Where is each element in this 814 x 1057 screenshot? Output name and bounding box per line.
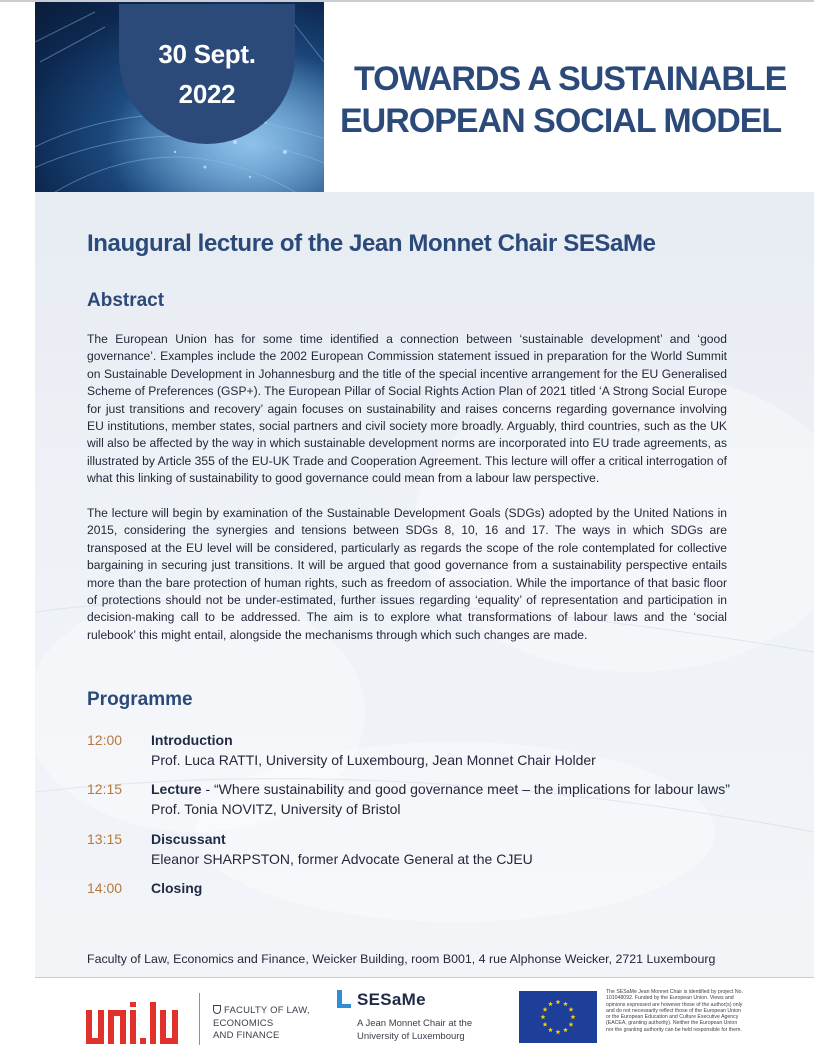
programme-item-detail: Prof. Luca RATTI, University of Luxembourg, Jean Monnet Chair Holder: [151, 752, 596, 768]
event-title: [340, 58, 790, 142]
faculty-logo: [213, 1005, 310, 1043]
sesame-mark-icon: [334, 990, 352, 1020]
shield-icon: [213, 1005, 221, 1014]
programme-item-subtitle: - “Where sustainability and good governance meet – the implications for labour laws”: [201, 781, 730, 797]
footer-divider-vertical: [199, 993, 200, 1045]
faculty-line: FACULTY OF LAW,: [224, 1005, 310, 1016]
abstract-paragraph: The lecture will begin by examination of the Sustainable Development Goals (SDGs) adopted by the United Nations in 2015, considering the synergies and tensions between SDGs 8, 10, 16 and 17. The ways in which SDGs are transposed at the EU level will be considered, particularly as regards the scope of the role contemplated for collective bargaining in securing just transitions. It will be argued that good governance from a sustainability perspective entails more than the bare protection of human rights, such as freedom of association. While the importance of that basic floor of protections should not be under-estimated, further issues regarding ‘equality’ of representation and participation in decision-making call to be addressed. The aim is to explore what transformations of labour laws and the ‘social rulebook’ this might entail, alongside the mechanisms through which such changes are made.: [87, 506, 727, 642]
eu-funding-disclaimer: The SESaMe Jean Monnet Chair is identified by project No. 101048092. Funded by the European Union. Views and opinions expressed are however those of the author(s) only and do not necessarily reflect those of the European Union or the European Education and Culture Executive Agency (EACEA, granting authority). Neither the European Union nor the granting authority can be held responsible for them.: [606, 989, 743, 1033]
programme-item-title: Discussant: [151, 831, 226, 847]
sesame-tagline-line: A Jean Monnet Chair at the: [357, 1018, 473, 1029]
event-title-line1: TOWARDS A SUSTAINABLE: [354, 60, 787, 98]
sesame-tagline-line: University of Luxembourg: [357, 1031, 465, 1042]
date-year: 2022: [178, 79, 236, 109]
programme-item-title: Introduction: [151, 732, 233, 748]
lecture-title: Inaugural lecture of the Jean Monnet Chair SESaMe: [87, 230, 656, 257]
unilu-logo: [86, 1002, 184, 1044]
event-title-line2: EUROPEAN SOCIAL MODEL: [340, 102, 782, 140]
hero-image: [35, 2, 324, 192]
programme-item-detail: Eleanor SHARPSTON, former Advocate General at the CJEU: [151, 851, 533, 867]
programme-heading: Programme: [87, 689, 193, 710]
abstract-text: [87, 331, 727, 644]
programme-time: 12:15: [87, 781, 123, 797]
footer-divider: [35, 977, 814, 978]
programme-item-title: Lecture: [151, 781, 202, 797]
sesame-tagline: [357, 1017, 472, 1043]
abstract-paragraph: The European Union has for some time identified a connection between ‘sustainable development’ and ‘good governance’. Examples include the 2002 European Commission statement issued in preparation for the World Summit on Sustainable Development in Johannesburg and the title of the special incentive arrangement for the EU Generalised Scheme of Preferences (GSP+). The European Pillar of Social Rights Action Plan of 2021 titled ‘A Strong Social Europe for just transitions and recovery’ again focuses on sustainability and raises concerns regarding governance involving EU institutions, member states, social partners and civil society more broadly. Arguably, third countries, such as the UK will also be affected by the way in which sustainable development norms are incorporated into EU trade agreements, as illustrated by Article 355 of the EU-UK Trade and Cooperation Agreement. This lecture will offer a critical interrogation of what this linking of sustainability to good governance could mean from a labour law perspective.: [87, 332, 727, 486]
venue-address: Faculty of Law, Economics and Finance, Weicker Building, room B001, 4 rue Alphonse Weicker, 2721 Luxembourg: [87, 952, 716, 966]
abstract-heading: Abstract: [87, 290, 165, 311]
faculty-line: ECONOMICS: [213, 1017, 274, 1029]
programme-time: 12:00: [87, 732, 123, 748]
programme-time: 13:15: [87, 831, 123, 847]
sesame-logo-name: SESaMe: [357, 990, 426, 1009]
date-day: 30 Sept.: [158, 39, 256, 69]
programme-item-title: Closing: [151, 880, 203, 896]
eu-flag-icon: [519, 991, 597, 1043]
faculty-line: AND FINANCE: [213, 1030, 280, 1041]
programme-item-detail: Prof. Tonia NOVITZ, University of Bristol: [151, 801, 401, 817]
programme-time: 14:00: [87, 880, 123, 896]
